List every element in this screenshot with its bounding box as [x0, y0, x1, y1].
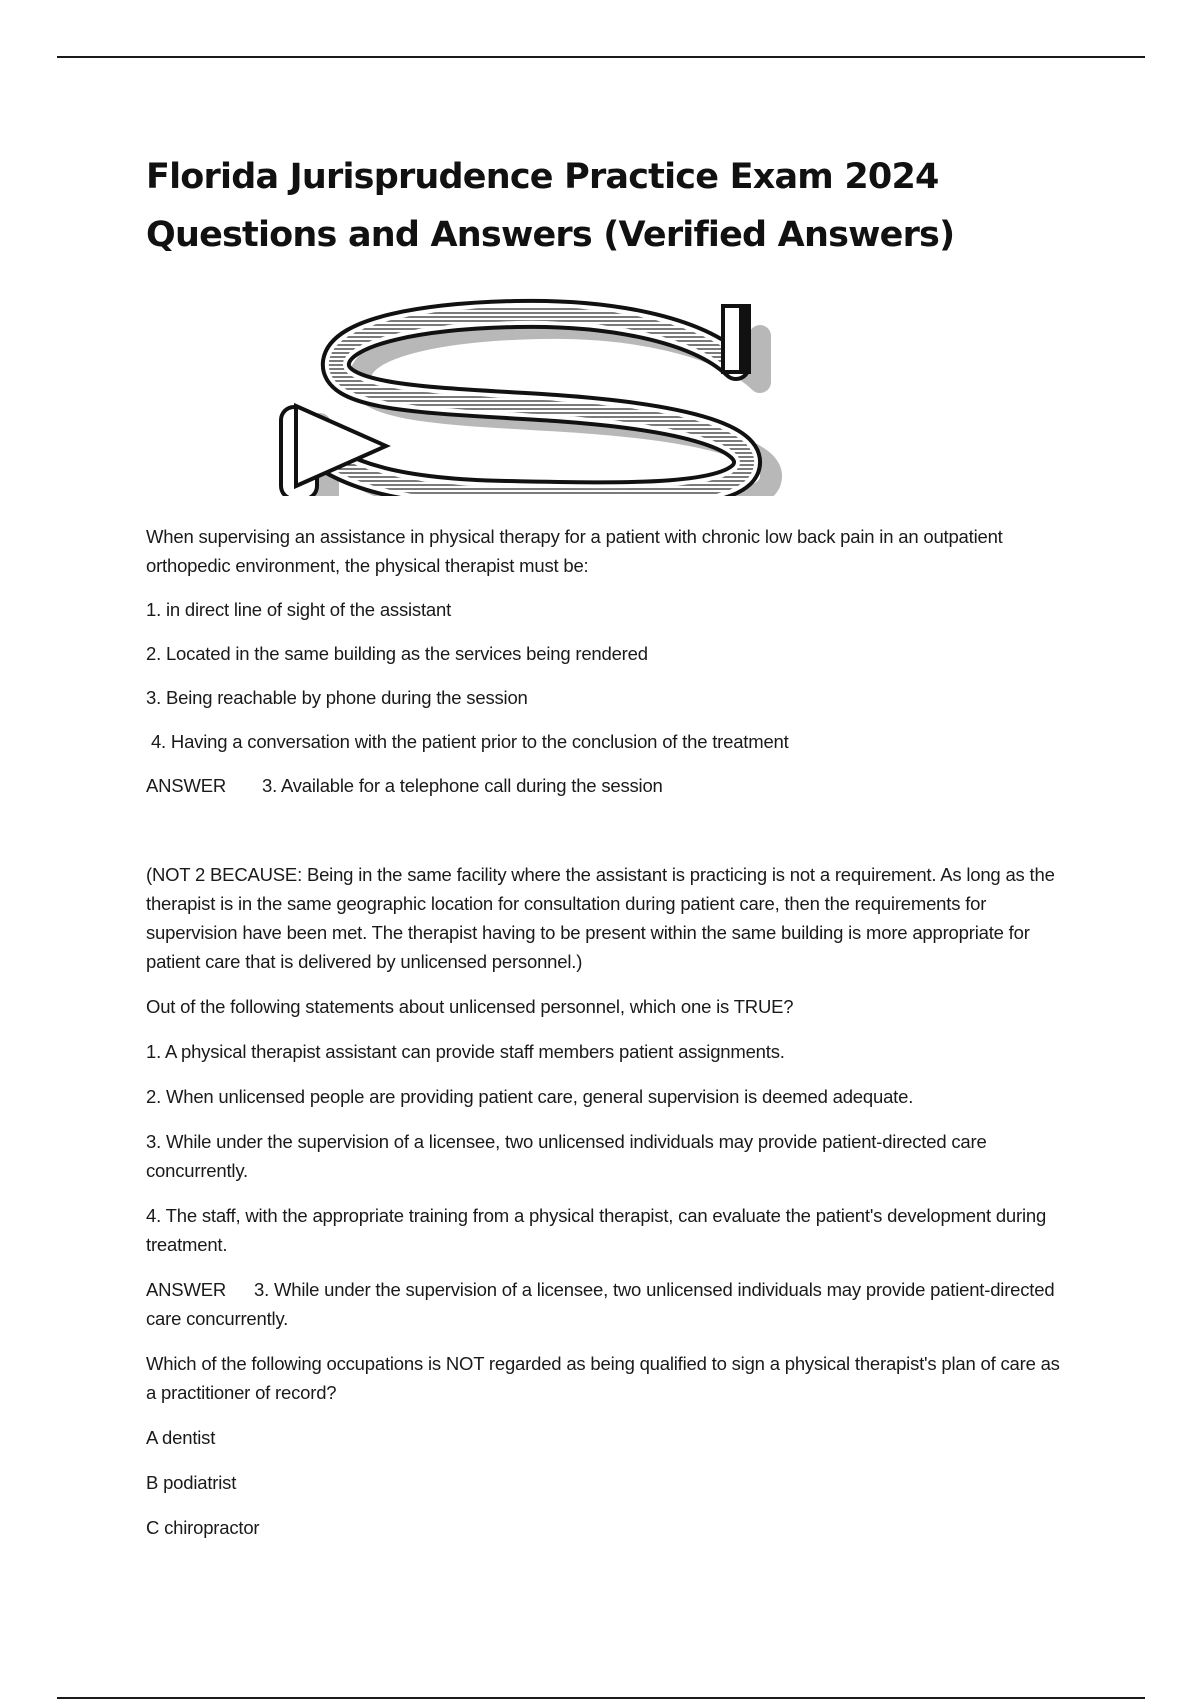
question-3 [146, 1349, 1066, 1542]
answer-label: ANSWER [146, 775, 226, 796]
question-2-stem: Out of the following statements about unlicensed personnel, which one is TRUE? [146, 996, 794, 1017]
page-title [146, 148, 1066, 264]
question-1-stem: When supervising an assistance in physical therapy for a patient with chronic low back pain in an outpatient orthopedic environment, the physical therapist must be: [146, 526, 1003, 576]
bottom-rule [57, 1697, 1145, 1699]
question-1 [146, 522, 1066, 976]
answer-text: 3. While under the supervision of a licensee, two unlicensed individuals may provide patient-directed care concurrently. [146, 1279, 1055, 1329]
answer-text: 3. Available for a telephone call during the session [262, 775, 663, 796]
question-3-option-b: B podiatrist [146, 1472, 237, 1493]
question-2 [146, 992, 1066, 1333]
letter-s-logo-icon [146, 296, 806, 496]
title-line-1: Florida Jurisprudence Practice Exam 2024 [146, 157, 939, 197]
question-1-rationale: (NOT 2 BECAUSE: Being in the same facility where the assistant is practicing is not a requirement. As long as the therapist is in the same geographic location for consultation during patient care, then the requirements for supervision have been met. The therapist having to be present within the same building is more appropriate for patient care that is delivered by unlicensed personnel.) [146, 864, 1055, 972]
question-3-option-a: A dentist [146, 1427, 216, 1448]
question-2-answer [146, 1275, 1066, 1333]
question-1-option-2: 2. Located in the same building as the services being rendered [146, 643, 648, 664]
document-header [146, 148, 1066, 264]
question-2-option-1: 1. A physical therapist assistant can provide staff members patient assignments. [146, 1041, 785, 1062]
question-1-option-1: 1. in direct line of sight of the assistant [146, 599, 452, 620]
question-2-option-3: 3. While under the supervision of a licensee, two unlicensed individuals may provide patient-directed care concurrently. [146, 1131, 987, 1181]
question-1-answer [146, 771, 1066, 800]
question-3-option-c: C chiropractor [146, 1517, 260, 1538]
question-3-stem: Which of the following occupations is NOT regarded as being qualified to sign a physical therapist's plan of care as a practitioner of record? [146, 1353, 1060, 1403]
question-1-option-3: 3. Being reachable by phone during the session [146, 687, 528, 708]
title-line-2: Questions and Answers (Verified Answers) [146, 215, 955, 255]
answer-label: ANSWER [146, 1279, 226, 1300]
spacer [146, 816, 1066, 860]
exam-body [146, 522, 1066, 1558]
question-2-option-4: 4. The staff, with the appropriate training from a physical therapist, can evaluate the patient's development during treatment. [146, 1205, 1047, 1255]
question-1-option-4: 4. Having a conversation with the patient prior to the conclusion of the treatment [146, 731, 789, 752]
top-rule [57, 56, 1145, 58]
decorative-letter-s-logo-icon [146, 296, 806, 496]
question-2-option-2: 2. When unlicensed people are providing patient care, general supervision is deemed adequate. [146, 1086, 914, 1107]
